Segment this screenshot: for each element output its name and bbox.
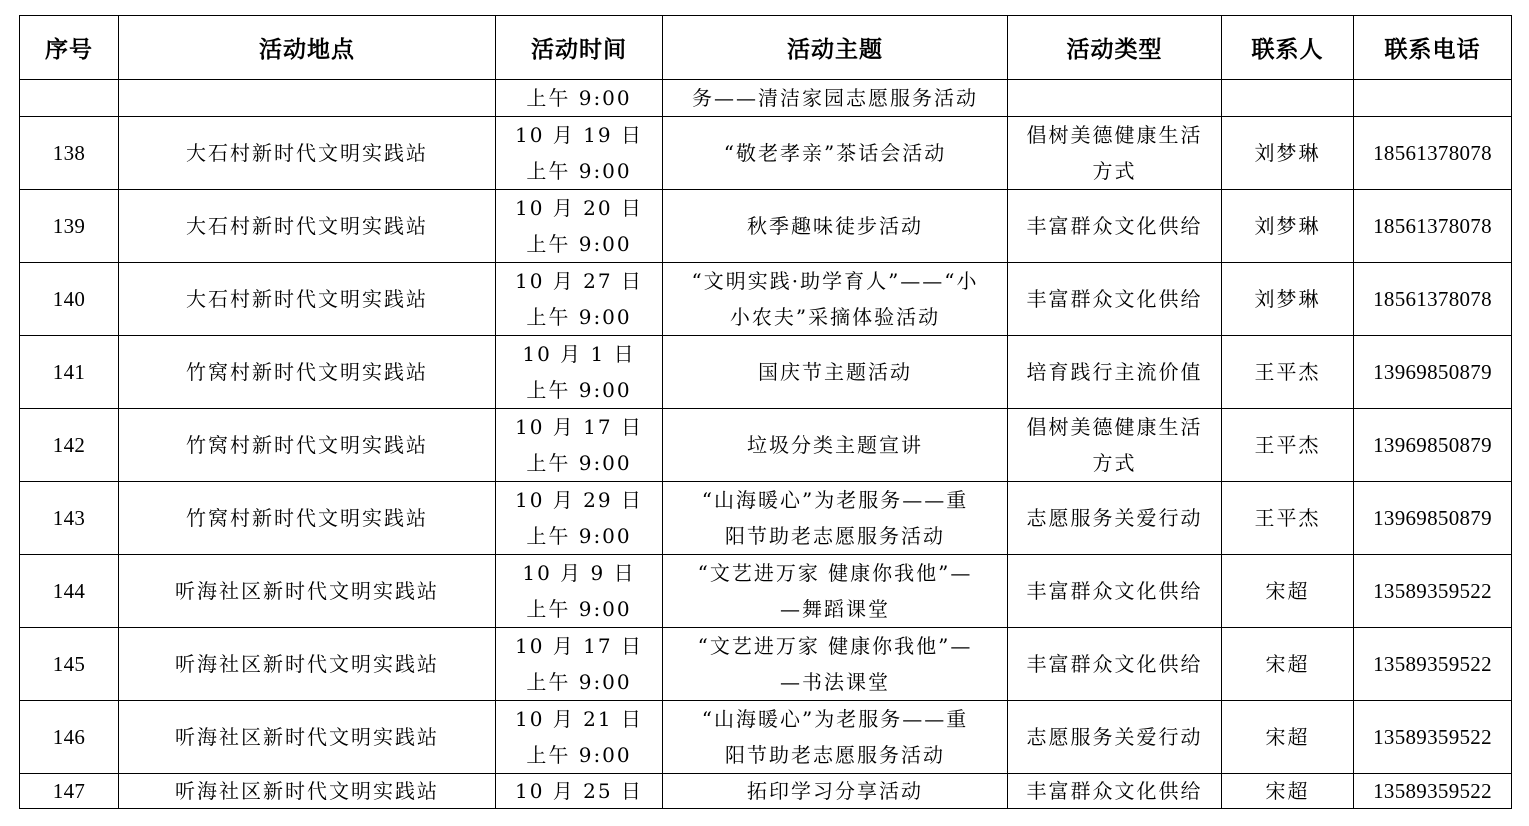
cell-phone: 13589359522 [1354,701,1512,774]
cell-time-line: 上午 9:00 [526,378,632,402]
cell-type [1008,482,1222,555]
cell-no: 147 [20,774,119,809]
cell-type-line: 丰富群众文化供给 [1026,214,1203,238]
cell-no: 146 [20,701,119,774]
table-row [20,774,1512,809]
cell-place: 大石村新时代文明实践站 [119,263,496,336]
cell-type [1008,263,1222,336]
cell-no: 143 [20,482,119,555]
cell-no: 138 [20,117,119,190]
cell-time-line: 上午 9:00 [526,232,632,256]
cell-theme [663,263,1008,336]
header-no: 序号 [20,16,119,80]
cell-time [496,482,663,555]
table-row [20,409,1512,482]
cell-contact: 宋超 [1222,774,1354,809]
cell-theme-line: “文艺进万家 健康你我他”— [697,561,973,585]
cell-type-line: 倡树美德健康生活 [1026,123,1203,147]
cell-theme-line: “山海暖心”为老服务——重 [701,707,969,731]
cell-place: 听海社区新时代文明实践站 [119,774,496,809]
cell-place: 大石村新时代文明实践站 [119,117,496,190]
cell-theme-line: “敬老孝亲”茶话会活动 [723,141,947,165]
cell-contact: 王平杰 [1222,482,1354,555]
table-row [20,336,1512,409]
table-row [20,701,1512,774]
cell-place [119,80,496,117]
cell-place: 听海社区新时代文明实践站 [119,628,496,701]
header-theme: 活动主题 [663,16,1008,80]
cell-time [496,701,663,774]
cell-phone: 18561378078 [1354,263,1512,336]
cell-time [496,555,663,628]
cell-no: 144 [20,555,119,628]
cell-type-line: 志愿服务关爱行动 [1026,725,1203,749]
cell-no: 142 [20,409,119,482]
cell-time-line: 10 月 27 日 [515,269,643,293]
table-row [20,628,1512,701]
cell-time-line: 10 月 19 日 [515,123,643,147]
cell-type [1008,336,1222,409]
cell-time-line: 上午 9:00 [526,305,632,329]
cell-contact: 刘梦琳 [1222,117,1354,190]
header-row [20,16,1512,80]
cell-place: 竹窝村新时代文明实践站 [119,336,496,409]
cell-time [496,409,663,482]
cell-type [1008,117,1222,190]
cell-theme-line: 小农夫”采摘体验活动 [729,305,941,329]
cell-time [496,263,663,336]
cell-place: 竹窝村新时代文明实践站 [119,482,496,555]
cell-theme-line: —舞蹈课堂 [780,597,890,621]
cell-no: 145 [20,628,119,701]
table-row [20,190,1512,263]
continuation-row [20,80,1512,117]
cell-time [496,190,663,263]
cell-theme [663,628,1008,701]
cell-theme [663,409,1008,482]
cell-type [1008,701,1222,774]
cell-phone: 13969850879 [1354,336,1512,409]
cell-phone: 13589359522 [1354,628,1512,701]
cell-time [496,336,663,409]
cell-time-line: 10 月 17 日 [515,634,643,658]
cell-place: 大石村新时代文明实践站 [119,190,496,263]
cell-no: 141 [20,336,119,409]
cell-time-line: 上午 9:00 [526,524,632,548]
cell-theme [663,190,1008,263]
cell-time-line: 上午 9:00 [526,670,632,694]
cell-time-line: 上午 9:00 [526,451,632,475]
cell-type-line: 丰富群众文化供给 [1026,652,1203,676]
cell-theme-line: “山海暖心”为老服务——重 [701,488,969,512]
cell-contact: 刘梦琳 [1222,263,1354,336]
cell-type [1008,628,1222,701]
table-row [20,117,1512,190]
cell-theme [663,117,1008,190]
cell-theme: 务——清洁家园志愿服务活动 [663,80,1008,117]
cell-time-line: 上午 9:00 [526,159,632,183]
cell-time: 上午 9:00 [496,80,663,117]
cell-contact: 宋超 [1222,628,1354,701]
table-row [20,482,1512,555]
cell-type-line: 培育践行主流价值 [1026,360,1203,384]
cell-theme-line: 拓印学习分享活动 [747,779,923,803]
cell-type [1008,555,1222,628]
cell-time-line: 10 月 1 日 [522,342,636,366]
cell-theme [663,482,1008,555]
cell-type [1008,409,1222,482]
cell-contact: 宋超 [1222,701,1354,774]
cell-time-line: 上午 9:00 [526,743,632,767]
cell-no: 139 [20,190,119,263]
cell-time-line: 10 月 9 日 [522,561,636,585]
header-time: 活动时间 [496,16,663,80]
cell-type [1008,80,1222,117]
cell-type-line: 志愿服务关爱行动 [1026,506,1203,530]
cell-type-line: 方式 [1092,159,1137,183]
cell-time-line: 上午 9:00 [526,597,632,621]
cell-time [496,774,663,809]
cell-time-line: 10 月 21 日 [515,707,643,731]
cell-theme-line: “文明实践·助学育人”——“小 [691,269,979,293]
cell-theme-line: 阳节助老志愿服务活动 [725,524,945,548]
cell-phone [1354,80,1512,117]
cell-theme [663,336,1008,409]
cell-time-line: 10 月 17 日 [515,415,643,439]
header-type: 活动类型 [1008,16,1222,80]
cell-no [20,80,119,117]
cell-phone: 18561378078 [1354,190,1512,263]
cell-theme [663,555,1008,628]
cell-phone: 18561378078 [1354,117,1512,190]
cell-theme-line: 垃圾分类主题宣讲 [747,433,923,457]
cell-phone: 13589359522 [1354,555,1512,628]
cell-theme-line: 秋季趣味徒步活动 [747,214,923,238]
cell-theme-line: —书法课堂 [780,670,890,694]
cell-place: 听海社区新时代文明实践站 [119,555,496,628]
header-place: 活动地点 [119,16,496,80]
activity-schedule-table [19,15,1512,809]
cell-theme-line: “文艺进万家 健康你我他”— [697,634,973,658]
table-row [20,263,1512,336]
cell-place: 听海社区新时代文明实践站 [119,701,496,774]
cell-type-line: 丰富群众文化供给 [1026,779,1203,803]
cell-contact: 宋超 [1222,555,1354,628]
cell-type [1008,774,1222,809]
cell-time-line: 10 月 29 日 [515,488,643,512]
cell-type-line: 倡树美德健康生活 [1026,415,1203,439]
cell-phone: 13969850879 [1354,409,1512,482]
cell-time-line: 10 月 20 日 [515,196,643,220]
cell-time-line: 10 月 25 日 [515,779,643,803]
cell-theme-line: 国庆节主题活动 [758,360,912,384]
cell-type-line: 方式 [1092,451,1137,475]
header-phone: 联系电话 [1354,16,1512,80]
cell-type-line: 丰富群众文化供给 [1026,579,1203,603]
cell-type-line: 丰富群众文化供给 [1026,287,1203,311]
cell-theme-line: 阳节助老志愿服务活动 [725,743,945,767]
cell-place: 竹窝村新时代文明实践站 [119,409,496,482]
cell-contact: 王平杰 [1222,409,1354,482]
cell-phone: 13589359522 [1354,774,1512,809]
table-row [20,555,1512,628]
cell-time [496,117,663,190]
cell-contact: 王平杰 [1222,336,1354,409]
cell-time [496,628,663,701]
cell-no: 140 [20,263,119,336]
cell-contact: 刘梦琳 [1222,190,1354,263]
cell-type [1008,190,1222,263]
cell-theme [663,774,1008,809]
cell-phone: 13969850879 [1354,482,1512,555]
header-contact: 联系人 [1222,16,1354,80]
cell-contact [1222,80,1354,117]
cell-theme [663,701,1008,774]
